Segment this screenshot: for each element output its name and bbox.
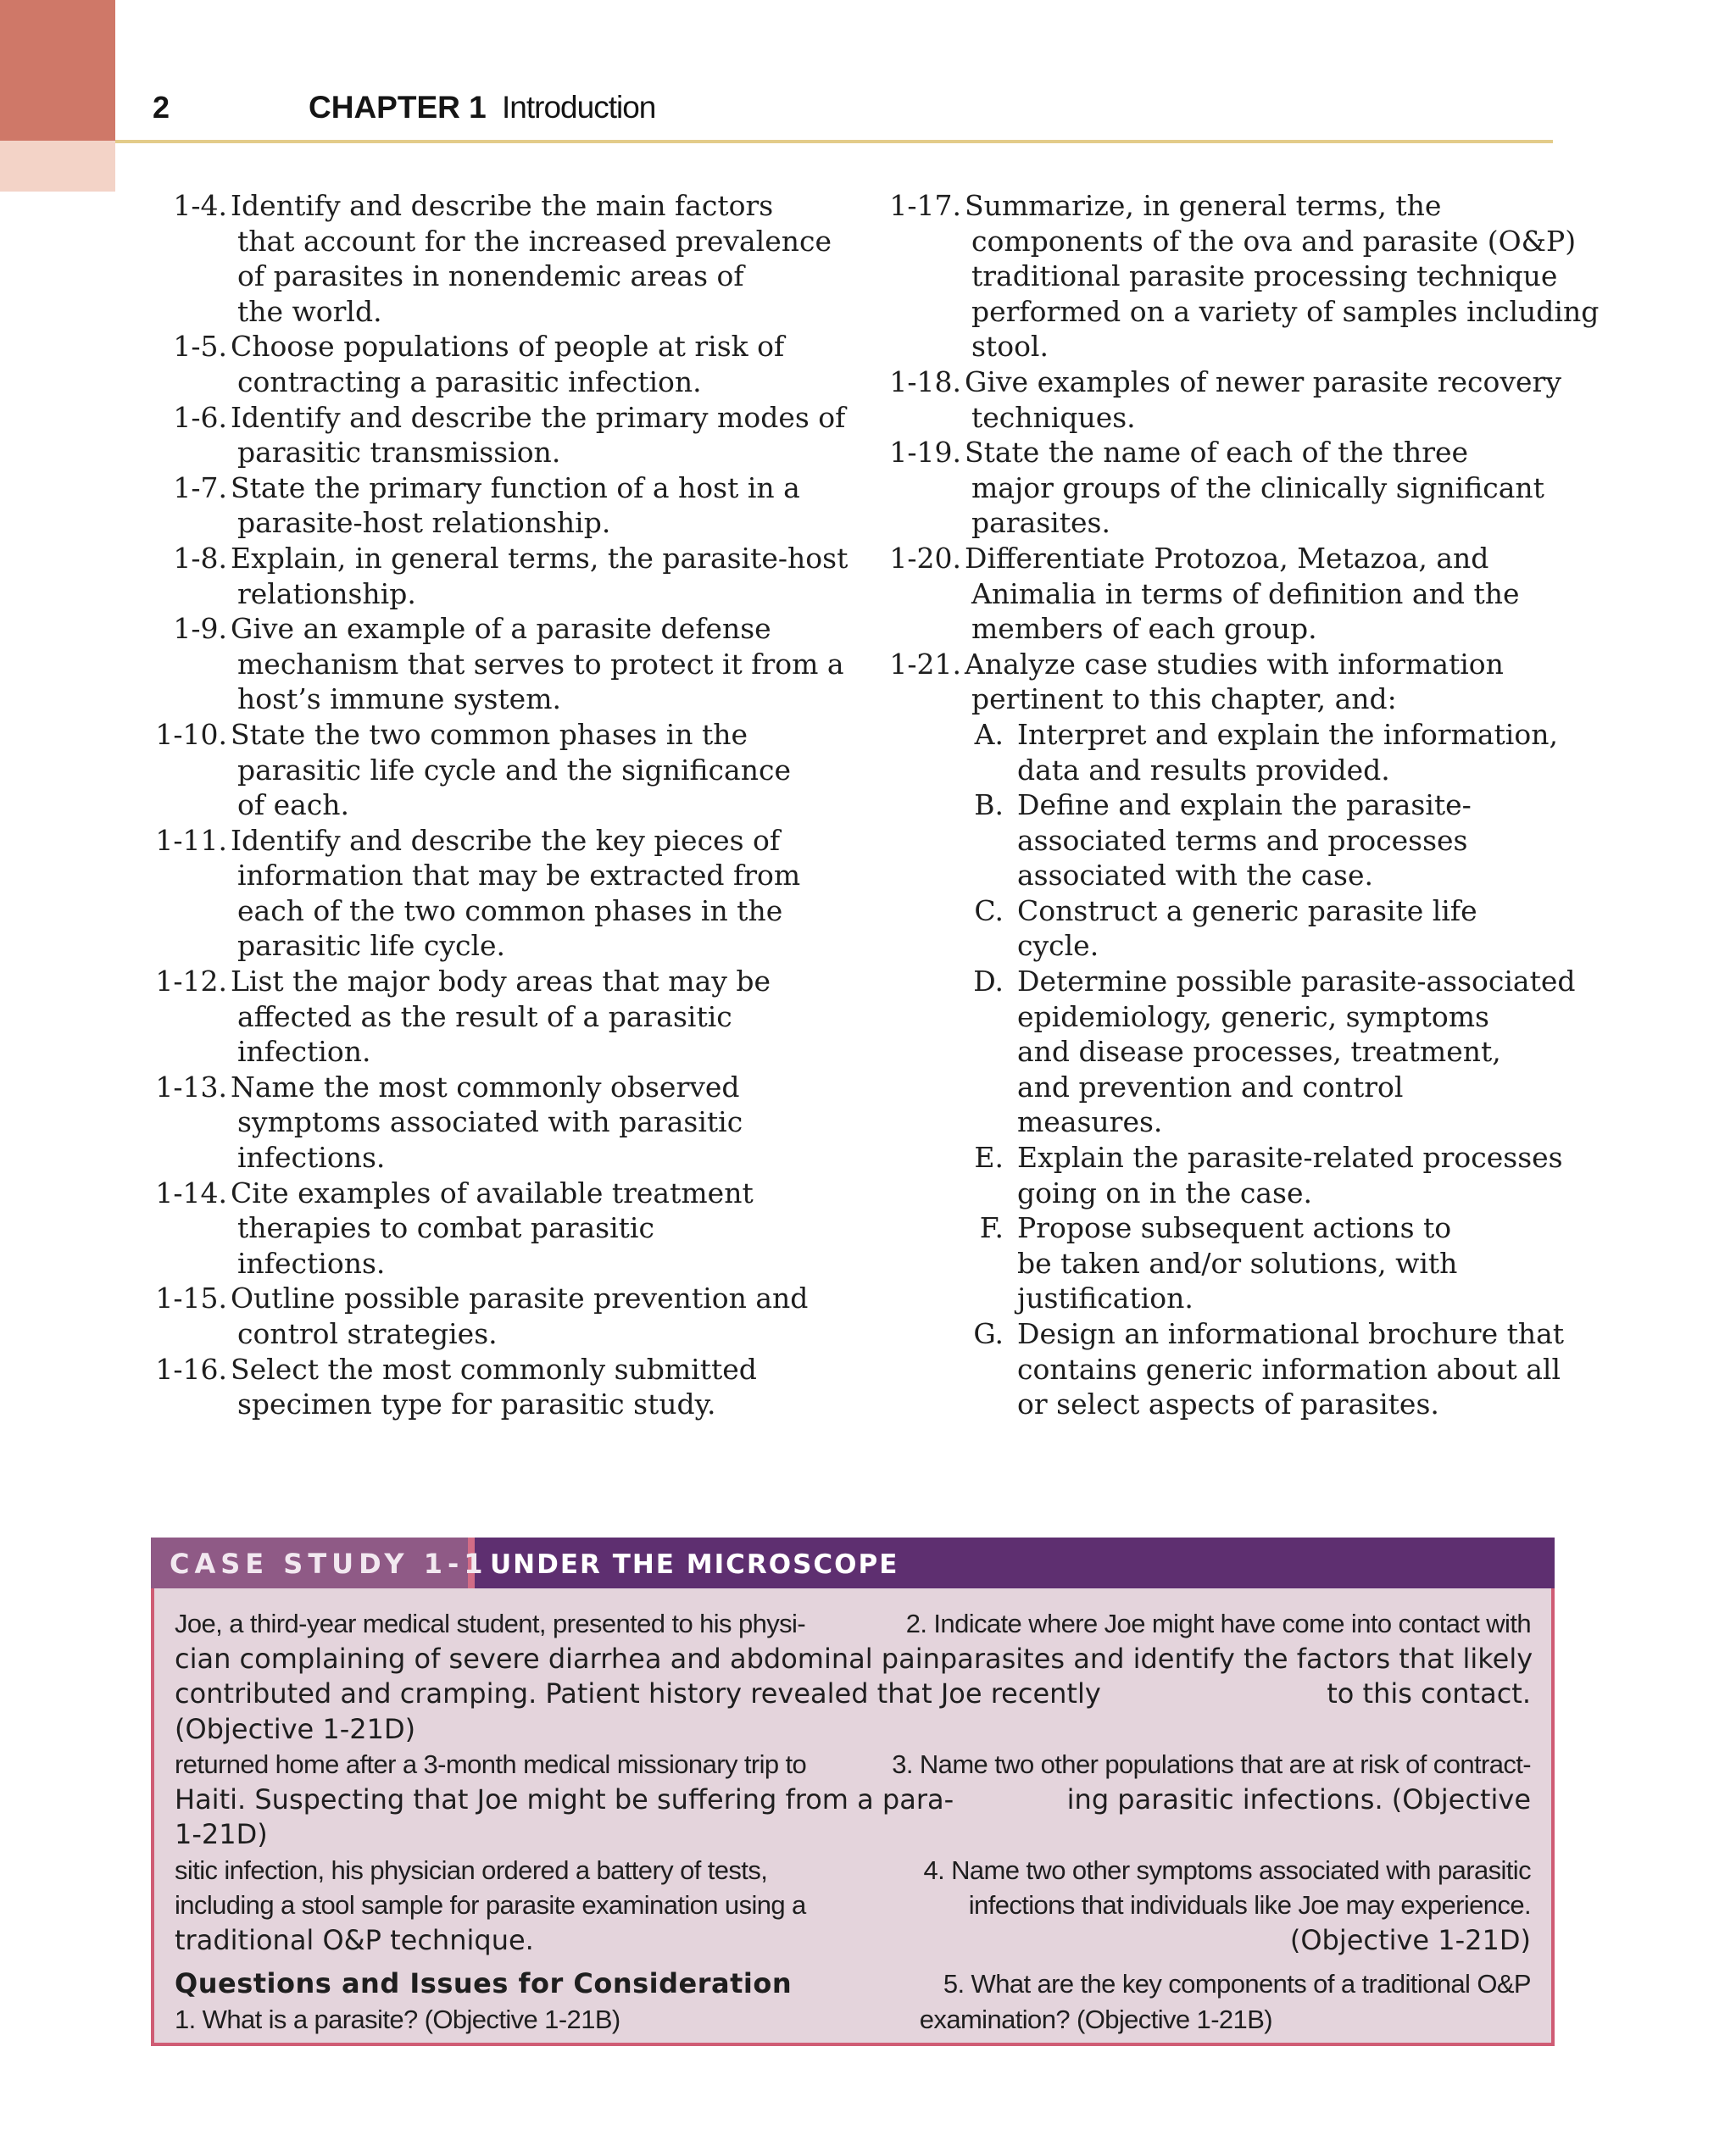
objective-number: 1-6. bbox=[173, 400, 227, 434]
objective-number: 1-11. bbox=[155, 823, 227, 857]
case-study-header bbox=[151, 1538, 1555, 1588]
subitem-letter: D. bbox=[973, 965, 1004, 998]
objective-text-line: control strategies. bbox=[237, 1317, 498, 1350]
subitem-text bbox=[970, 1210, 1563, 1316]
case-study-footer-row bbox=[175, 1966, 1531, 2002]
objective-text-line: specimen type for parasitic study. bbox=[237, 1387, 716, 1421]
objective-number: 1-21. bbox=[889, 647, 961, 681]
objective-text-line: symptoms associated with parasitic bbox=[237, 1105, 743, 1139]
page-number: 2 bbox=[153, 90, 170, 125]
subitem-text-line: associated terms and processes bbox=[1017, 823, 1468, 857]
objective-number: 1-7. bbox=[173, 470, 227, 504]
case-narrative-text: (Objective 1-21D) bbox=[175, 1712, 416, 1745]
objective-text-line: Analyze case studies with information bbox=[965, 647, 1504, 681]
objective-text-line: parasitic life cycle and the significance bbox=[237, 753, 791, 787]
objective-number: 1-8. bbox=[173, 541, 227, 575]
objective-text-line: Give examples of newer parasite recovery bbox=[965, 364, 1561, 398]
objective-number: 1-19. bbox=[889, 436, 961, 470]
objective-text-line: parasitic transmission. bbox=[237, 436, 561, 470]
objective-subitem bbox=[970, 1316, 1563, 1422]
objective-number: 1-14. bbox=[155, 1176, 227, 1210]
questions-heading: Questions and Issues for Consideration bbox=[175, 1967, 793, 1999]
case-question-text: 3. Name two other populations that are at risk of contract- bbox=[892, 1749, 1531, 1779]
case-narrative-text: Haiti. Suspecting that Joe might be suffering from a para- bbox=[175, 1782, 954, 1816]
subitem-text-line: or select aspects of parasites. bbox=[1017, 1387, 1439, 1421]
objective-text-line: Differentiate Protozoa, Metazoa, and bbox=[965, 541, 1489, 575]
case-study-line bbox=[175, 1782, 1531, 1818]
objective-number: 1-9. bbox=[173, 612, 227, 646]
objective-text-line: Identify and describe the primary modes of bbox=[231, 400, 846, 434]
objective-text bbox=[153, 1070, 856, 1176]
subitem-text bbox=[970, 787, 1563, 893]
subitem-text bbox=[970, 717, 1563, 787]
case-study-line bbox=[175, 1606, 1531, 1642]
subitem-letter: A. bbox=[974, 717, 1004, 751]
subitem-text-line: going on in the case. bbox=[1017, 1176, 1312, 1210]
objective-text-line: State the name of each of the three bbox=[965, 436, 1469, 470]
chapter-tab-accent-light bbox=[0, 141, 115, 192]
chapter-title: Introduction bbox=[502, 90, 656, 125]
objective-text-line: infections. bbox=[237, 1141, 386, 1175]
objective-text-line: Cite examples of available treatment bbox=[231, 1176, 754, 1210]
case-study-line bbox=[175, 1712, 1531, 1748]
objective-text-line: contracting a parasitic infection. bbox=[237, 364, 702, 398]
header-rule bbox=[115, 140, 1553, 143]
subitem-text-line: measures. bbox=[1017, 1105, 1163, 1139]
objective-item bbox=[153, 470, 856, 541]
objective-item bbox=[153, 823, 856, 964]
objective-text-line: Explain, in general terms, the parasite-host bbox=[231, 541, 849, 575]
objective-number: 1-4. bbox=[173, 189, 227, 222]
subitem-text-line: data and results provided. bbox=[1017, 753, 1390, 787]
objective-text-line: major groups of the clinically significant bbox=[971, 470, 1544, 504]
objective-text-line: therapies to combat parasitic bbox=[237, 1211, 654, 1245]
objective-item bbox=[153, 1176, 856, 1282]
case-narrative-text: traditional O&P technique. bbox=[175, 1923, 534, 1956]
objective-subitem bbox=[970, 1210, 1563, 1316]
objective-text-line: relationship. bbox=[237, 576, 416, 610]
subitem-text bbox=[970, 1140, 1563, 1210]
objective-text-line: parasitic life cycle. bbox=[237, 929, 506, 963]
objective-text-line: infection. bbox=[237, 1035, 371, 1069]
objective-text-line: parasites. bbox=[971, 506, 1110, 540]
case-study-line bbox=[175, 1747, 1531, 1782]
objective-subitem bbox=[970, 1140, 1563, 1210]
objective-text-line: Select the most commonly submitted bbox=[231, 1352, 757, 1386]
objective-text-line: affected as the result of a parasitic bbox=[237, 999, 732, 1033]
objective-item bbox=[153, 964, 856, 1070]
subitem-text-line: justification. bbox=[1017, 1282, 1194, 1315]
objective-subitem bbox=[970, 717, 1563, 787]
objective-text bbox=[153, 400, 856, 470]
case-study-line bbox=[175, 1817, 1531, 1853]
case-narrative-text: 1-21D) bbox=[175, 1818, 268, 1850]
case-narrative-text: returned home after a 3-month medical missionary trip to bbox=[175, 1749, 807, 1779]
objective-text-line: members of each group. bbox=[971, 612, 1317, 646]
case-study-footer-row bbox=[175, 2002, 1531, 2038]
objective-number: 1-18. bbox=[889, 364, 961, 398]
case-question-text: to this contact. bbox=[1327, 1677, 1531, 1710]
objective-text bbox=[153, 188, 856, 329]
objective-text-line: Choose populations of people at risk of bbox=[231, 330, 785, 364]
objective-text bbox=[885, 541, 1563, 647]
objective-subitem bbox=[970, 893, 1563, 964]
objective-number: 1-20. bbox=[889, 541, 961, 575]
objectives-left-column bbox=[153, 188, 856, 1422]
subitem-text-line: contains generic information about all bbox=[1017, 1352, 1561, 1386]
case-question-text: infections that individuals like Joe may experience. bbox=[968, 1890, 1531, 1920]
objective-subitem bbox=[970, 787, 1563, 893]
objective-text bbox=[153, 1176, 856, 1282]
objective-item bbox=[153, 400, 856, 470]
subitem-text-line: associated with the case. bbox=[1017, 859, 1373, 893]
objective-text bbox=[885, 188, 1600, 364]
subitem-text-line: Design an informational brochure that bbox=[1017, 1317, 1565, 1350]
objective-item bbox=[153, 1352, 856, 1422]
objective-item bbox=[153, 611, 856, 717]
objective-text-line: Outline possible parasite prevention and bbox=[231, 1282, 809, 1315]
objective-number: 1-12. bbox=[155, 965, 227, 998]
case-question-text: 4. Name two other symptoms associated with parasitic bbox=[923, 1855, 1531, 1885]
subitem-text-line: and disease processes, treatment, bbox=[1017, 1035, 1501, 1069]
objective-text bbox=[153, 470, 856, 541]
objective-text-line: information that may be extracted from bbox=[237, 859, 801, 893]
objective-text bbox=[153, 1352, 856, 1422]
objective-text-line: State the two common phases in the bbox=[231, 717, 748, 751]
objective-text-line: host’s immune system. bbox=[237, 682, 561, 716]
case-question-text: parasites and identify the factors that likely bbox=[939, 1642, 1533, 1675]
subitem-letter: F. bbox=[979, 1211, 1004, 1245]
subitem-text-line: Construct a generic parasite life bbox=[1017, 893, 1477, 927]
chapter-tab-accent bbox=[0, 0, 115, 141]
objective-subitem bbox=[970, 964, 1576, 1140]
subitem-text-line: epidemiology, generic, symptoms bbox=[1017, 999, 1489, 1033]
objective-text bbox=[153, 1281, 856, 1351]
question-5-line: 5. What are the key components of a traditional O&P bbox=[943, 1969, 1531, 1999]
case-question-text: ing parasitic infections. (Objective bbox=[1066, 1782, 1531, 1816]
subitem-text-line: Define and explain the parasite- bbox=[1017, 788, 1472, 822]
objective-text-line: infections. bbox=[237, 1246, 386, 1280]
objective-item bbox=[153, 541, 856, 611]
objective-text-line: traditional parasite processing technique bbox=[971, 259, 1558, 293]
objective-item bbox=[885, 188, 1600, 364]
objective-text-line: techniques. bbox=[971, 400, 1136, 434]
objective-text bbox=[153, 541, 856, 611]
objective-item bbox=[153, 188, 856, 329]
objective-item bbox=[153, 329, 856, 399]
objective-text-line: that account for the increased prevalence bbox=[237, 224, 832, 258]
case-study-line bbox=[175, 1853, 1531, 1888]
objective-text bbox=[885, 647, 1563, 717]
subitem-text-line: Determine possible parasite-associated bbox=[1017, 965, 1576, 998]
subitem-text-line: be taken and/or solutions, with bbox=[1017, 1246, 1458, 1280]
subitem-text bbox=[970, 964, 1576, 1140]
objective-item bbox=[153, 1281, 856, 1351]
subitem-letter: C. bbox=[974, 893, 1004, 927]
subitem-text-line: Propose subsequent actions to bbox=[1017, 1211, 1452, 1245]
question-5-continuation: examination? (Objective 1-21B) bbox=[919, 2004, 1272, 2034]
case-study-body bbox=[175, 1606, 1531, 2037]
subitem-text-line: Explain the parasite-related processes bbox=[1017, 1141, 1563, 1175]
objective-text-line: List the major body areas that may be bbox=[231, 965, 771, 998]
question-1: 1. What is a parasite? (Objective 1-21B) bbox=[175, 2004, 620, 2034]
objective-text bbox=[153, 964, 856, 1070]
objective-number: 1-17. bbox=[889, 189, 961, 222]
objective-text-line: mechanism that serves to protect it from a bbox=[237, 647, 844, 681]
objective-text-line: Animalia in terms of definition and the bbox=[971, 576, 1520, 610]
case-question-text: (Objective 1-21D) bbox=[1289, 1923, 1531, 1956]
objective-text-line: performed on a variety of samples including bbox=[971, 294, 1600, 328]
objective-text-line: Summarize, in general terms, the bbox=[965, 189, 1442, 222]
case-narrative-text: contributed and cramping. Patient history revealed that Joe recently bbox=[175, 1677, 1101, 1710]
objectives-right-column bbox=[885, 188, 1600, 1422]
case-study-line bbox=[175, 1642, 1531, 1677]
subitem-text-line: cycle. bbox=[1017, 929, 1099, 963]
case-study-line bbox=[175, 1677, 1531, 1712]
objective-text-line: the world. bbox=[237, 294, 382, 328]
objective-text bbox=[885, 435, 1563, 541]
case-question-text: 2. Indicate where Joe might have come into contact with bbox=[905, 1609, 1531, 1638]
objective-text-line: Identify and describe the key pieces of bbox=[231, 823, 781, 857]
case-study-label: CASE STUDY 1-1 bbox=[170, 1548, 488, 1580]
subitem-letter: B. bbox=[974, 788, 1004, 822]
objective-item bbox=[153, 1070, 856, 1176]
objective-number: 1-15. bbox=[155, 1282, 227, 1315]
objective-text-line: of each. bbox=[237, 788, 349, 822]
case-study-title: UNDER THE MICROSCOPE bbox=[490, 1549, 899, 1580]
subitem-text bbox=[970, 893, 1563, 964]
objective-text bbox=[153, 823, 856, 964]
case-narrative-text: cian complaining of severe diarrhea and abdominal pain bbox=[175, 1642, 940, 1675]
subitem-text-line: Interpret and explain the information, bbox=[1017, 717, 1558, 751]
objective-text bbox=[885, 364, 1563, 435]
case-study-line bbox=[175, 1888, 1531, 1923]
objective-number: 1-16. bbox=[155, 1352, 227, 1386]
objective-item bbox=[885, 647, 1563, 717]
objective-text bbox=[153, 611, 856, 717]
objective-text-line: parasite-host relationship. bbox=[237, 506, 611, 540]
objective-text-line: pertinent to this chapter, and: bbox=[971, 682, 1397, 716]
objective-text-line: Name the most commonly observed bbox=[231, 1070, 740, 1104]
subitem-letter: G. bbox=[973, 1317, 1004, 1350]
objective-number: 1-5. bbox=[173, 330, 227, 364]
objective-text-line: components of the ova and parasite (O&P) bbox=[971, 224, 1577, 258]
objective-item bbox=[885, 435, 1563, 541]
case-narrative-text: including a stool sample for parasite examination using a bbox=[175, 1890, 806, 1920]
case-study-text bbox=[175, 1606, 1531, 1958]
objective-text-line: stool. bbox=[971, 330, 1049, 364]
objective-text-line: each of the two common phases in the bbox=[237, 893, 783, 927]
subitem-letter: E. bbox=[974, 1141, 1004, 1175]
objective-text-line: State the primary function of a host in a bbox=[231, 470, 800, 504]
objective-text-line: Identify and describe the main factors bbox=[231, 189, 774, 222]
objective-item bbox=[885, 364, 1563, 435]
objective-number: 1-10. bbox=[155, 717, 227, 751]
subitem-text-line: and prevention and control bbox=[1017, 1070, 1404, 1104]
case-narrative-text: sitic infection, his physician ordered a battery of tests, bbox=[175, 1855, 768, 1885]
case-study-line bbox=[175, 1923, 1531, 1959]
case-narrative-text: Joe, a third-year medical student, presented to his physi- bbox=[175, 1609, 806, 1638]
chapter-label: CHAPTER 1 bbox=[309, 90, 487, 125]
objective-item bbox=[885, 541, 1563, 647]
objective-text bbox=[153, 329, 856, 399]
subitem-text bbox=[970, 1316, 1563, 1422]
objective-text-line: of parasites in nonendemic areas of bbox=[237, 259, 744, 293]
objective-text bbox=[153, 717, 856, 823]
objective-number: 1-13. bbox=[155, 1070, 227, 1104]
objective-item bbox=[153, 717, 856, 823]
objective-text-line: Give an example of a parasite defense bbox=[231, 612, 771, 646]
